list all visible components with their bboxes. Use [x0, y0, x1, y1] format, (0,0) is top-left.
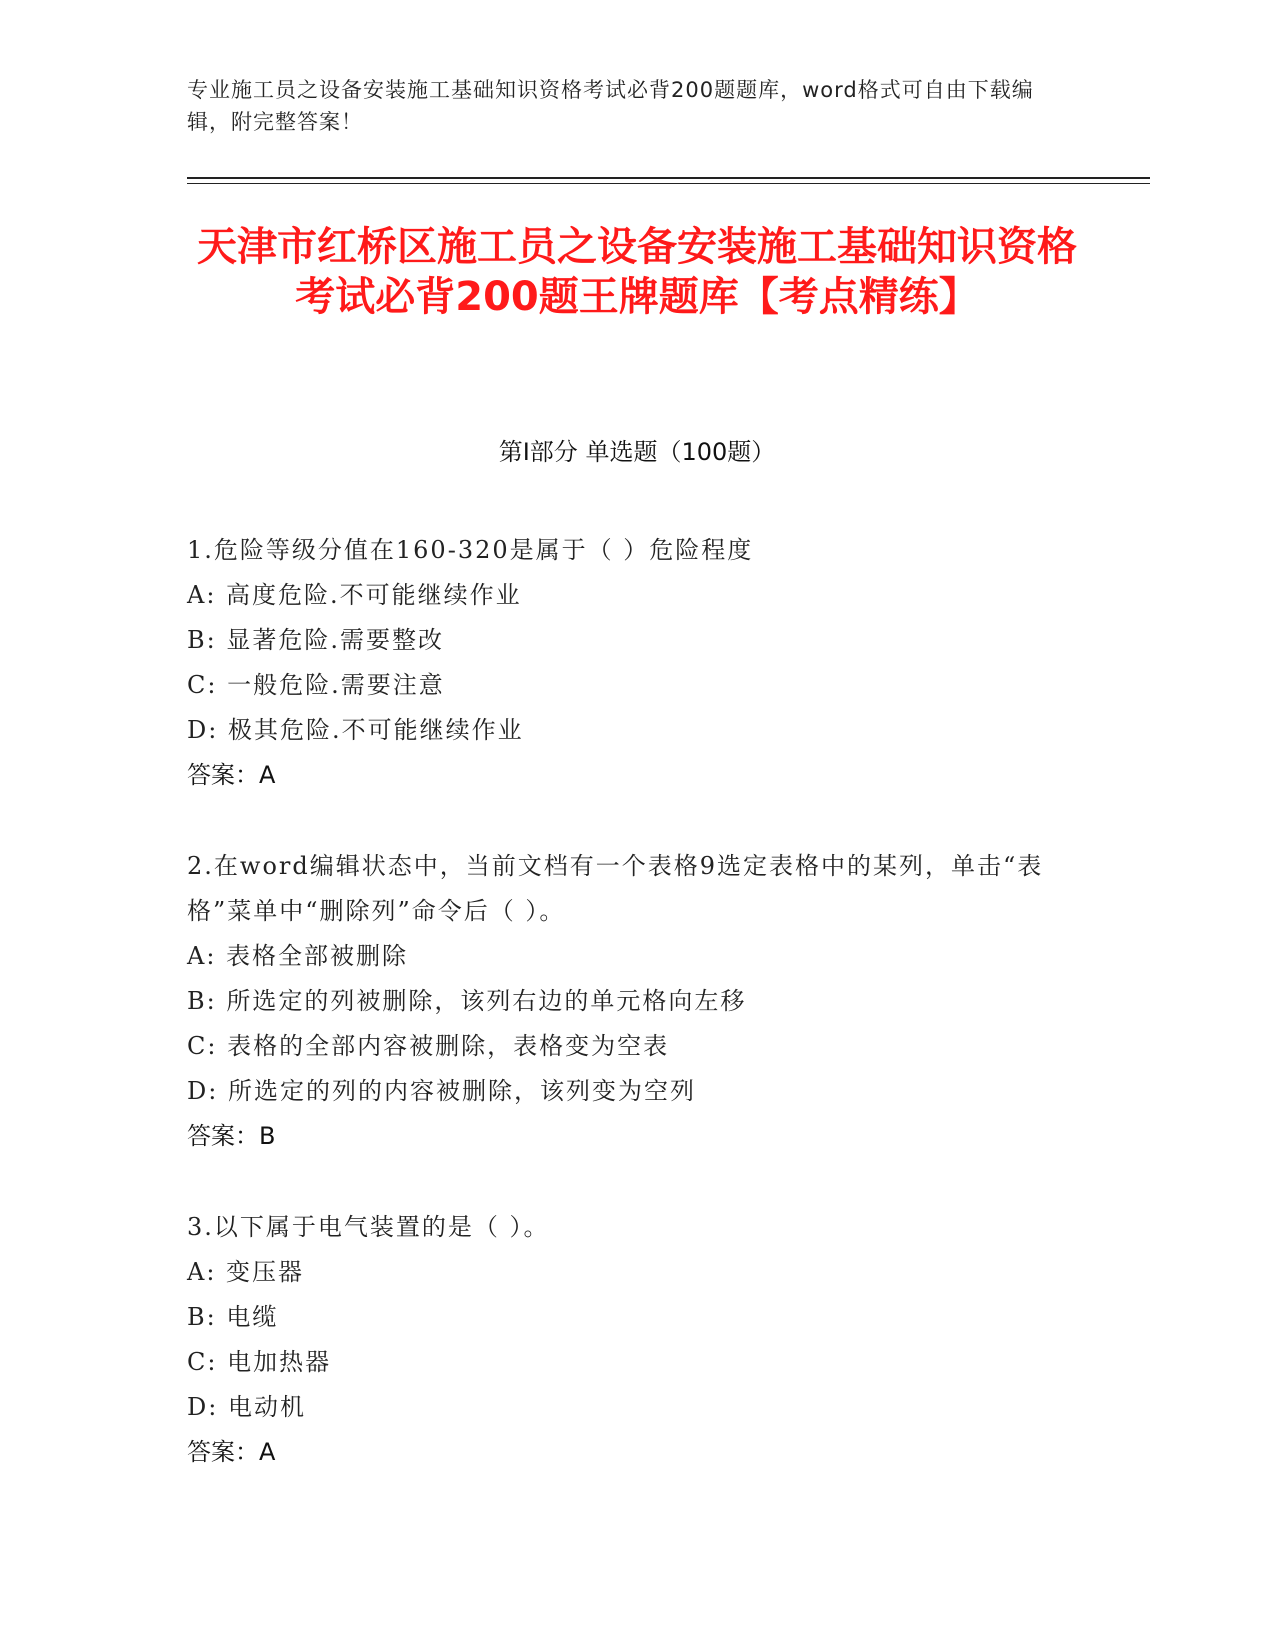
document-title: 天津市红桥区施工员之设备安装施工基础知识资格考试必背200题王牌题库【考点精练】 — [197, 224, 1077, 320]
question-stem: 1.危险等级分值在160-320是属于（ ）危险程度 — [187, 536, 754, 564]
question-stem: 3.以下属于电气装置的是（ ）。 — [187, 1213, 550, 1241]
header-divider-thick — [187, 177, 1150, 179]
section-heading: 第I部分 单选题（100题） — [498, 438, 776, 466]
option-c: C: 表格的全部内容被删除，表格变为空表 — [187, 1032, 670, 1060]
option-a: A: 表格全部被删除 — [187, 942, 409, 970]
question-stem: 2.在word编辑状态中，当前文档有一个表格9选定表格中的某列，单击“表格”菜单中“删除列”命令后（ ）。 — [187, 852, 1044, 925]
option-c: C: 电加热器 — [187, 1348, 332, 1376]
option-a: A: 高度危险.不可能继续作业 — [187, 581, 522, 609]
option-a: A: 变压器 — [187, 1258, 305, 1286]
question-1 — [187, 528, 1087, 798]
header-note: 专业施工员之设备安装施工基础知识资格考试必背200题题库，word格式可自由下载编辑，附完整答案！ — [187, 78, 1034, 134]
option-c: C: 一般危险.需要注意 — [187, 671, 445, 699]
question-list — [187, 528, 1087, 1521]
option-d: D: 电动机 — [187, 1393, 306, 1421]
option-b: B: 电缆 — [187, 1303, 279, 1331]
option-b: B: 显著危险.需要整改 — [187, 626, 444, 654]
header-divider-thin — [187, 183, 1150, 184]
answer-line: 答案：B — [187, 1122, 276, 1150]
question-2 — [187, 844, 1087, 1159]
answer-line: 答案：A — [187, 761, 276, 789]
answer-line: 答案：A — [187, 1438, 276, 1466]
option-d: D: 极其危险.不可能继续作业 — [187, 716, 524, 744]
question-3 — [187, 1205, 1087, 1475]
option-d: D: 所选定的列的内容被删除，该列变为空列 — [187, 1077, 696, 1105]
option-b: B: 所选定的列被删除，该列右边的单元格向左移 — [187, 987, 747, 1015]
